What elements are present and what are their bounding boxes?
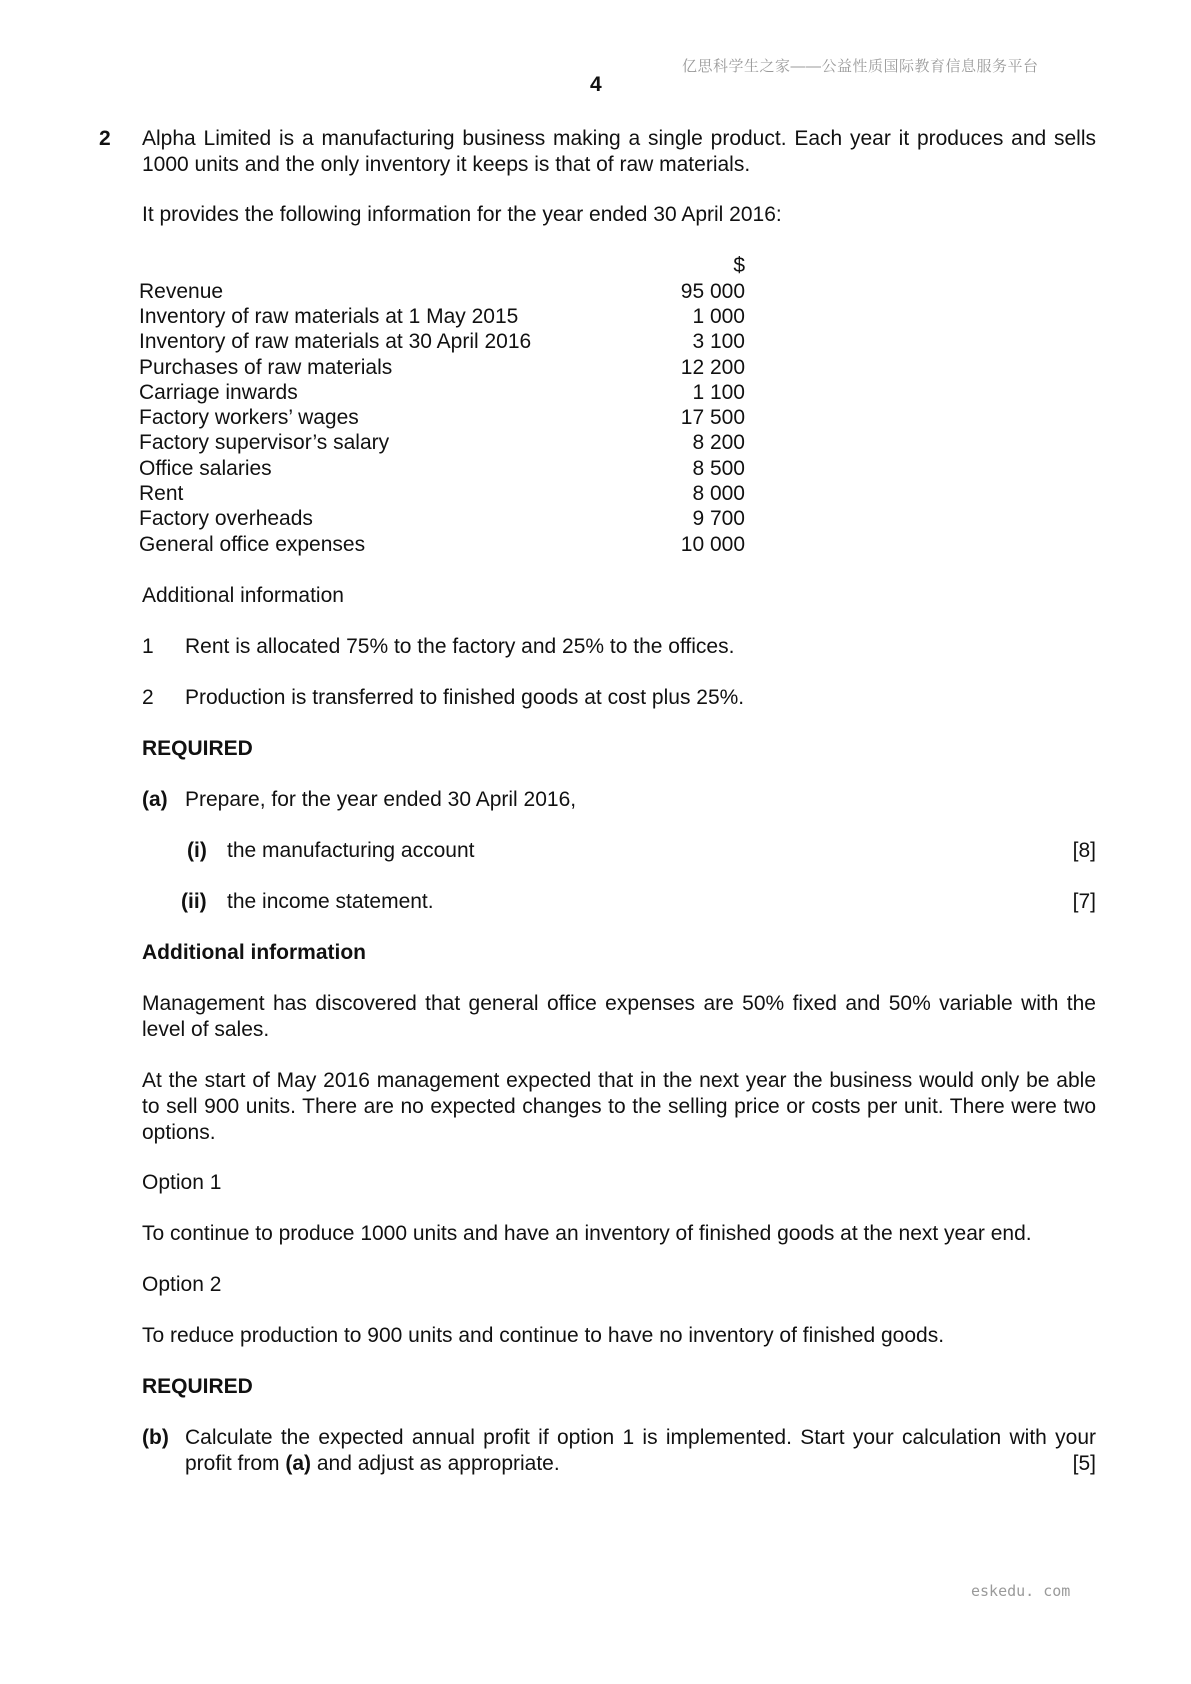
item-label: Inventory of raw materials at 30 April 2016 <box>139 330 532 353</box>
part-a-i-marks: [8] <box>1072 839 1096 862</box>
note-text: Production is transferred to finished goods at cost plus 25%. <box>185 686 745 709</box>
item-amount: 8 500 <box>692 457 745 480</box>
question-intro: Alpha Limited is a manufacturing business making a single product. Each year it produces and sells 1000 units and the only inventory it keeps is that of raw materials. <box>142 127 1096 176</box>
part-a-i-text: the manufacturing account <box>227 839 475 862</box>
item-amount: 8 200 <box>692 431 745 454</box>
may-text: At the start of May 2016 management expected that in the next year the business would only be able to sell 900 units. There are no expected changes to the selling price or costs per unit. There were two options. <box>142 1069 1096 1144</box>
management-text: Management has discovered that general office expenses are 50% fixed and 50% variable with the level of sales. <box>142 992 1096 1041</box>
part-b-text-bold: (a) <box>285 1452 312 1475</box>
item-label: Inventory of raw materials at 1 May 2015 <box>139 305 519 328</box>
provides-text: It provides the following information for the year ended 30 April 2016: <box>142 203 782 226</box>
item-label: Factory supervisor’s salary <box>139 431 390 454</box>
item-amount: 1 000 <box>692 305 745 328</box>
note-number: 1 <box>142 635 154 658</box>
part-a-ii-label: (ii) <box>181 890 207 913</box>
required-heading: REQUIRED <box>142 737 253 760</box>
item-amount: 95 000 <box>680 280 745 303</box>
currency-header: $ <box>733 254 745 277</box>
part-b-label: (b) <box>142 1426 169 1449</box>
header-watermark: 亿思科学生之家——公益性质国际教育信息服务平台 <box>682 58 1039 75</box>
additional-info-heading-2: Additional information <box>142 941 366 964</box>
item-label: General office expenses <box>139 533 366 556</box>
option-2-text: To reduce production to 900 units and continue to have no inventory of finished goods. <box>142 1324 945 1347</box>
item-amount: 8 000 <box>692 482 745 505</box>
option-1-text: To continue to produce 1000 units and have an inventory of finished goods at the next year end. <box>142 1222 1032 1245</box>
question-number: 2 <box>99 127 111 150</box>
note-text: Rent is allocated 75% to the factory and 25% to the offices. <box>185 635 735 658</box>
item-amount: 12 200 <box>680 356 745 379</box>
item-label: Carriage inwards <box>139 381 298 404</box>
part-b-text <box>185 1425 1096 1477</box>
part-a-text: Prepare, for the year ended 30 April 2016, <box>185 788 577 811</box>
item-amount: 3 100 <box>692 330 745 353</box>
part-a-i-label: (i) <box>187 839 207 862</box>
item-label: Rent <box>139 482 184 505</box>
item-amount: 17 500 <box>680 406 745 429</box>
part-a-ii-text: the income statement. <box>227 890 434 913</box>
part-a-label: (a) <box>142 788 168 811</box>
required-heading-2: REQUIRED <box>142 1375 253 1398</box>
part-a-ii-marks: [7] <box>1072 890 1096 913</box>
part-b-text-post: and adjust as appropriate. <box>311 1452 560 1475</box>
item-label: Revenue <box>139 280 224 303</box>
item-label: Purchases of raw materials <box>139 356 393 379</box>
option-2-heading: Option 2 <box>142 1273 222 1296</box>
note-number: 2 <box>142 686 154 709</box>
item-amount: 10 000 <box>680 533 745 556</box>
item-label: Office salaries <box>139 457 272 480</box>
item-amount: 1 100 <box>692 381 745 404</box>
footer-watermark: eskedu. com <box>971 1582 1071 1600</box>
item-label: Factory overheads <box>139 507 313 530</box>
page-number: 4 <box>590 73 602 96</box>
additional-info-heading: Additional information <box>142 584 344 607</box>
item-label: Factory workers’ wages <box>139 406 359 429</box>
item-amount: 9 700 <box>692 507 745 530</box>
part-b-text-pre: Calculate the expected annual profit if option 1 is implemented. Start your calculation with your profit from <box>185 1426 1096 1475</box>
part-b-marks: [5] <box>1072 1452 1096 1475</box>
option-1-heading: Option 1 <box>142 1171 222 1194</box>
